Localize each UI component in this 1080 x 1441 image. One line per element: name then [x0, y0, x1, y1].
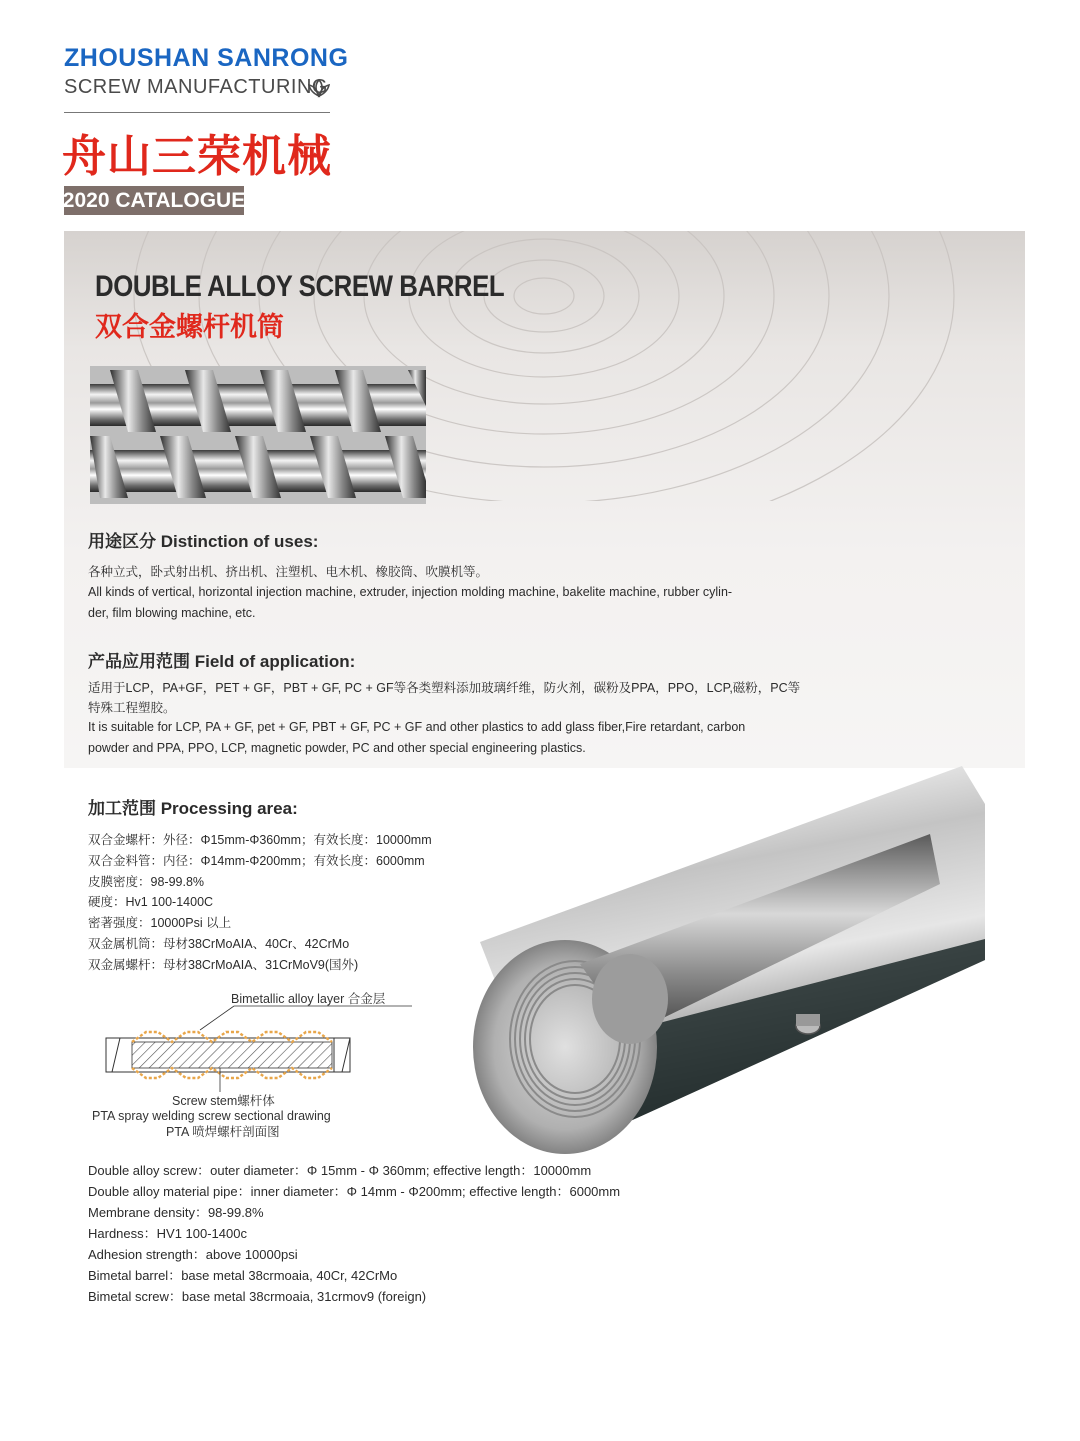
processing-cn-line: 皮膜密度：98-99.8% — [88, 875, 205, 889]
field-text-cn-line2: 特殊工程塑胶。 — [88, 701, 176, 715]
field-text-en-line1: It is suitable for LCP, PA + GF, pet + GF, PBT + GF, PC + GF and other plastics to add glass fiber,Fire retardant, carbon — [88, 720, 746, 734]
brand-name-cn: 舟山三荣机械 — [62, 131, 332, 182]
barrel-photo — [470, 764, 985, 1154]
alloy-layer-label: Bimetallic alloy layer 合金层 — [231, 992, 386, 1006]
diagram-caption-cn: PTA 喷焊螺杆剖面图 — [166, 1125, 280, 1139]
uses-heading: 用途区分 Distinction of uses: — [88, 532, 319, 551]
processing-en-line: Hardness：HV1 100-1400c — [88, 1226, 247, 1241]
screw-photo — [90, 366, 426, 504]
lotus-logo-icon — [306, 76, 332, 100]
processing-en-line: Bimetal screw：base metal 38crmoaia, 31crmov9 (foreign) — [88, 1289, 427, 1304]
processing-cn-line: 双合金料管：内径：Φ14mm-Φ200mm；有效长度：6000mm — [88, 854, 425, 868]
diagram-caption-en: PTA spray welding screw sectional drawing — [92, 1109, 331, 1123]
processing-cn-line: 双金属机筒：母材38CrMoAIA、40Cr、42CrMo — [88, 937, 350, 951]
catalogue-badge: 2020 CATALOGUE — [64, 186, 244, 215]
uses-text-cn: 各种立式，卧式射出机、挤出机、注塑机、电木机、橡胶筒、吹膜机等。 — [88, 565, 489, 579]
processing-heading: 加工范围 Processing area: — [88, 799, 298, 818]
field-heading: 产品应用范围 Field of application: — [88, 652, 356, 671]
brand-subtitle: SCREW MANUFACTURING — [64, 76, 328, 98]
field-text-cn-line1: 适用于LCP，PA+GF，PET + GF，PBT + GF, PC + GF等各类塑料添加玻璃纤维，防火剂，碳粉及PPA，PPO，LCP,磁粉，PC等 — [88, 681, 801, 695]
processing-en-line: Bimetal barrel：base metal 38crmoaia, 40Cr, 42CrMo — [88, 1268, 398, 1283]
uses-text-en-line2: der, film blowing machine, etc. — [88, 606, 256, 620]
product-title-en: DOUBLE ALLOY SCREW BARREL — [95, 270, 505, 303]
processing-en-line: Adhesion strength：above 10000psi — [88, 1247, 298, 1262]
screw-stem-label: Screw stem螺杆体 — [172, 1094, 275, 1108]
processing-en-line: Membrane density：98-99.8% — [88, 1205, 264, 1220]
processing-cn-line: 双金属螺杆：母材38CrMoAIA、31CrMoV9(国外) — [88, 958, 359, 972]
processing-cn-line: 双合金螺杆：外径：Φ15mm-Φ360mm；有效长度：10000mm — [88, 833, 432, 847]
brand-name-en: ZHOUSHAN SANRONG — [64, 44, 349, 72]
uses-text-en-line1: All kinds of vertical, horizontal injection machine, extruder, injection molding machine, bakelite machine, rubber cylin- — [88, 585, 733, 599]
field-text-en-line2: powder and PPA, PPO, LCP, magnetic powder, PC and other special engineering plastics. — [88, 741, 586, 755]
brand-divider — [64, 112, 330, 113]
processing-cn-line: 硬度：Hv1 100-1400C — [88, 895, 214, 909]
processing-cn-line: 密著强度：10000Psi 以上 — [88, 916, 232, 930]
processing-en-line: Double alloy screw：outer diameter：Φ 15mm - Φ 360mm; effective length：10000mm — [88, 1163, 592, 1178]
processing-en-line: Double alloy material pipe：inner diameter：Φ 14mm - Φ200mm; effective length：6000mm — [88, 1184, 621, 1199]
screw-section-diagram — [92, 986, 422, 1144]
product-title-cn: 双合金螺杆机筒 — [95, 312, 284, 343]
